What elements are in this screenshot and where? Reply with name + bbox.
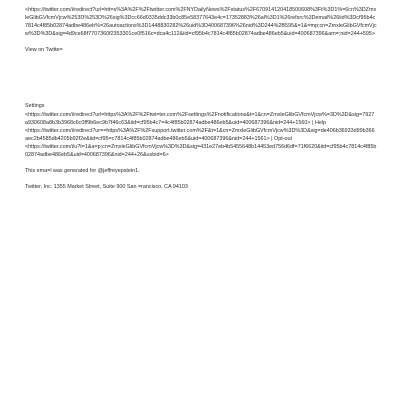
email-body (25, 6, 377, 191)
company-address: Twitter, Inc. 1355 Market Street, Suite 900 San =rancisco, CA 94103 (25, 184, 188, 191)
tweet-redirect-link[interactable]: <https://twitter.com/i/redirect?url=htt=s%3A%2F%2Ftwitter.com%2FNYDailyNews%2Fstatus%2F670914120418500608%3Ft%3D1%=6cn%3DZmxleGlibGVfcmVjcw%253D%253D%26sig%3Dcc66d0335ddc33b0c85e58377643e4c=17352883%26al%3D1%26refsrc%3Demail%26iid%3Dcf95b4c7814c4f85b02874adbe486eb%=26autoactions%3D1448830282%26uid%3D400687396%26nid%3D244%2B595&=1&=mp;cn=ZmxleGlibGVfcmVjcw%3D%3D&sig=4d9ce68f7707360f2353301ce0f516c=dca4c112&iid=cf95b4c7814c4f85b02874adbe486eb5&uid=400687396&am=;nid=244+595> (25, 7, 377, 38)
generated-for-text: This ema=l was generated for @jeffreyepstein1. (25, 168, 140, 175)
help-link[interactable]: <https://twitter.com/i/redirect?ur==https%3A%2F%2Fsupport.twitter.com%2F&t=1&cn=ZmxleGlibGVfcmVjcw%3D%3D&sig=de406b36933d99b366aec2b4585db4205b92f2e&iid=cf95=c7814c4f85b02874adbe486eb5&uid=400687396&nid=244+1561> | Opt-out (25, 127, 375, 142)
view-on-twitter-link[interactable]: View on Twitte= (25, 47, 63, 54)
settings-label: Settings (25, 103, 45, 110)
optout-link[interactable]: <https://twitter.com/i/u?t=1&a=p;cn=ZmxleGlibGVfcmVjcw%3D%3D&sig=431e27eb4b5455648b14453ed756d6df=71f6620&iid=cf95b4c7814c4f85b02874adbe486eb5&uid=400687396&nid=244+26&usbid=6> (25, 143, 377, 159)
settings-link[interactable]: <https://twitter.com/i/redirect?url=https%3A%2F%2Ftwi=ter.com%2Fsettings%2Fnotifications&t=1&cn=ZmxleGlibGVfcmVjcw%=3D%3D&sig=7927a930608a8b3b3968c6c0ff9b6ec9b7f46c63&iid=cf95b4c7=4c4f85b02874adbe486eb5&uid=400687396&nid=244+1560> | Help (25, 111, 375, 126)
